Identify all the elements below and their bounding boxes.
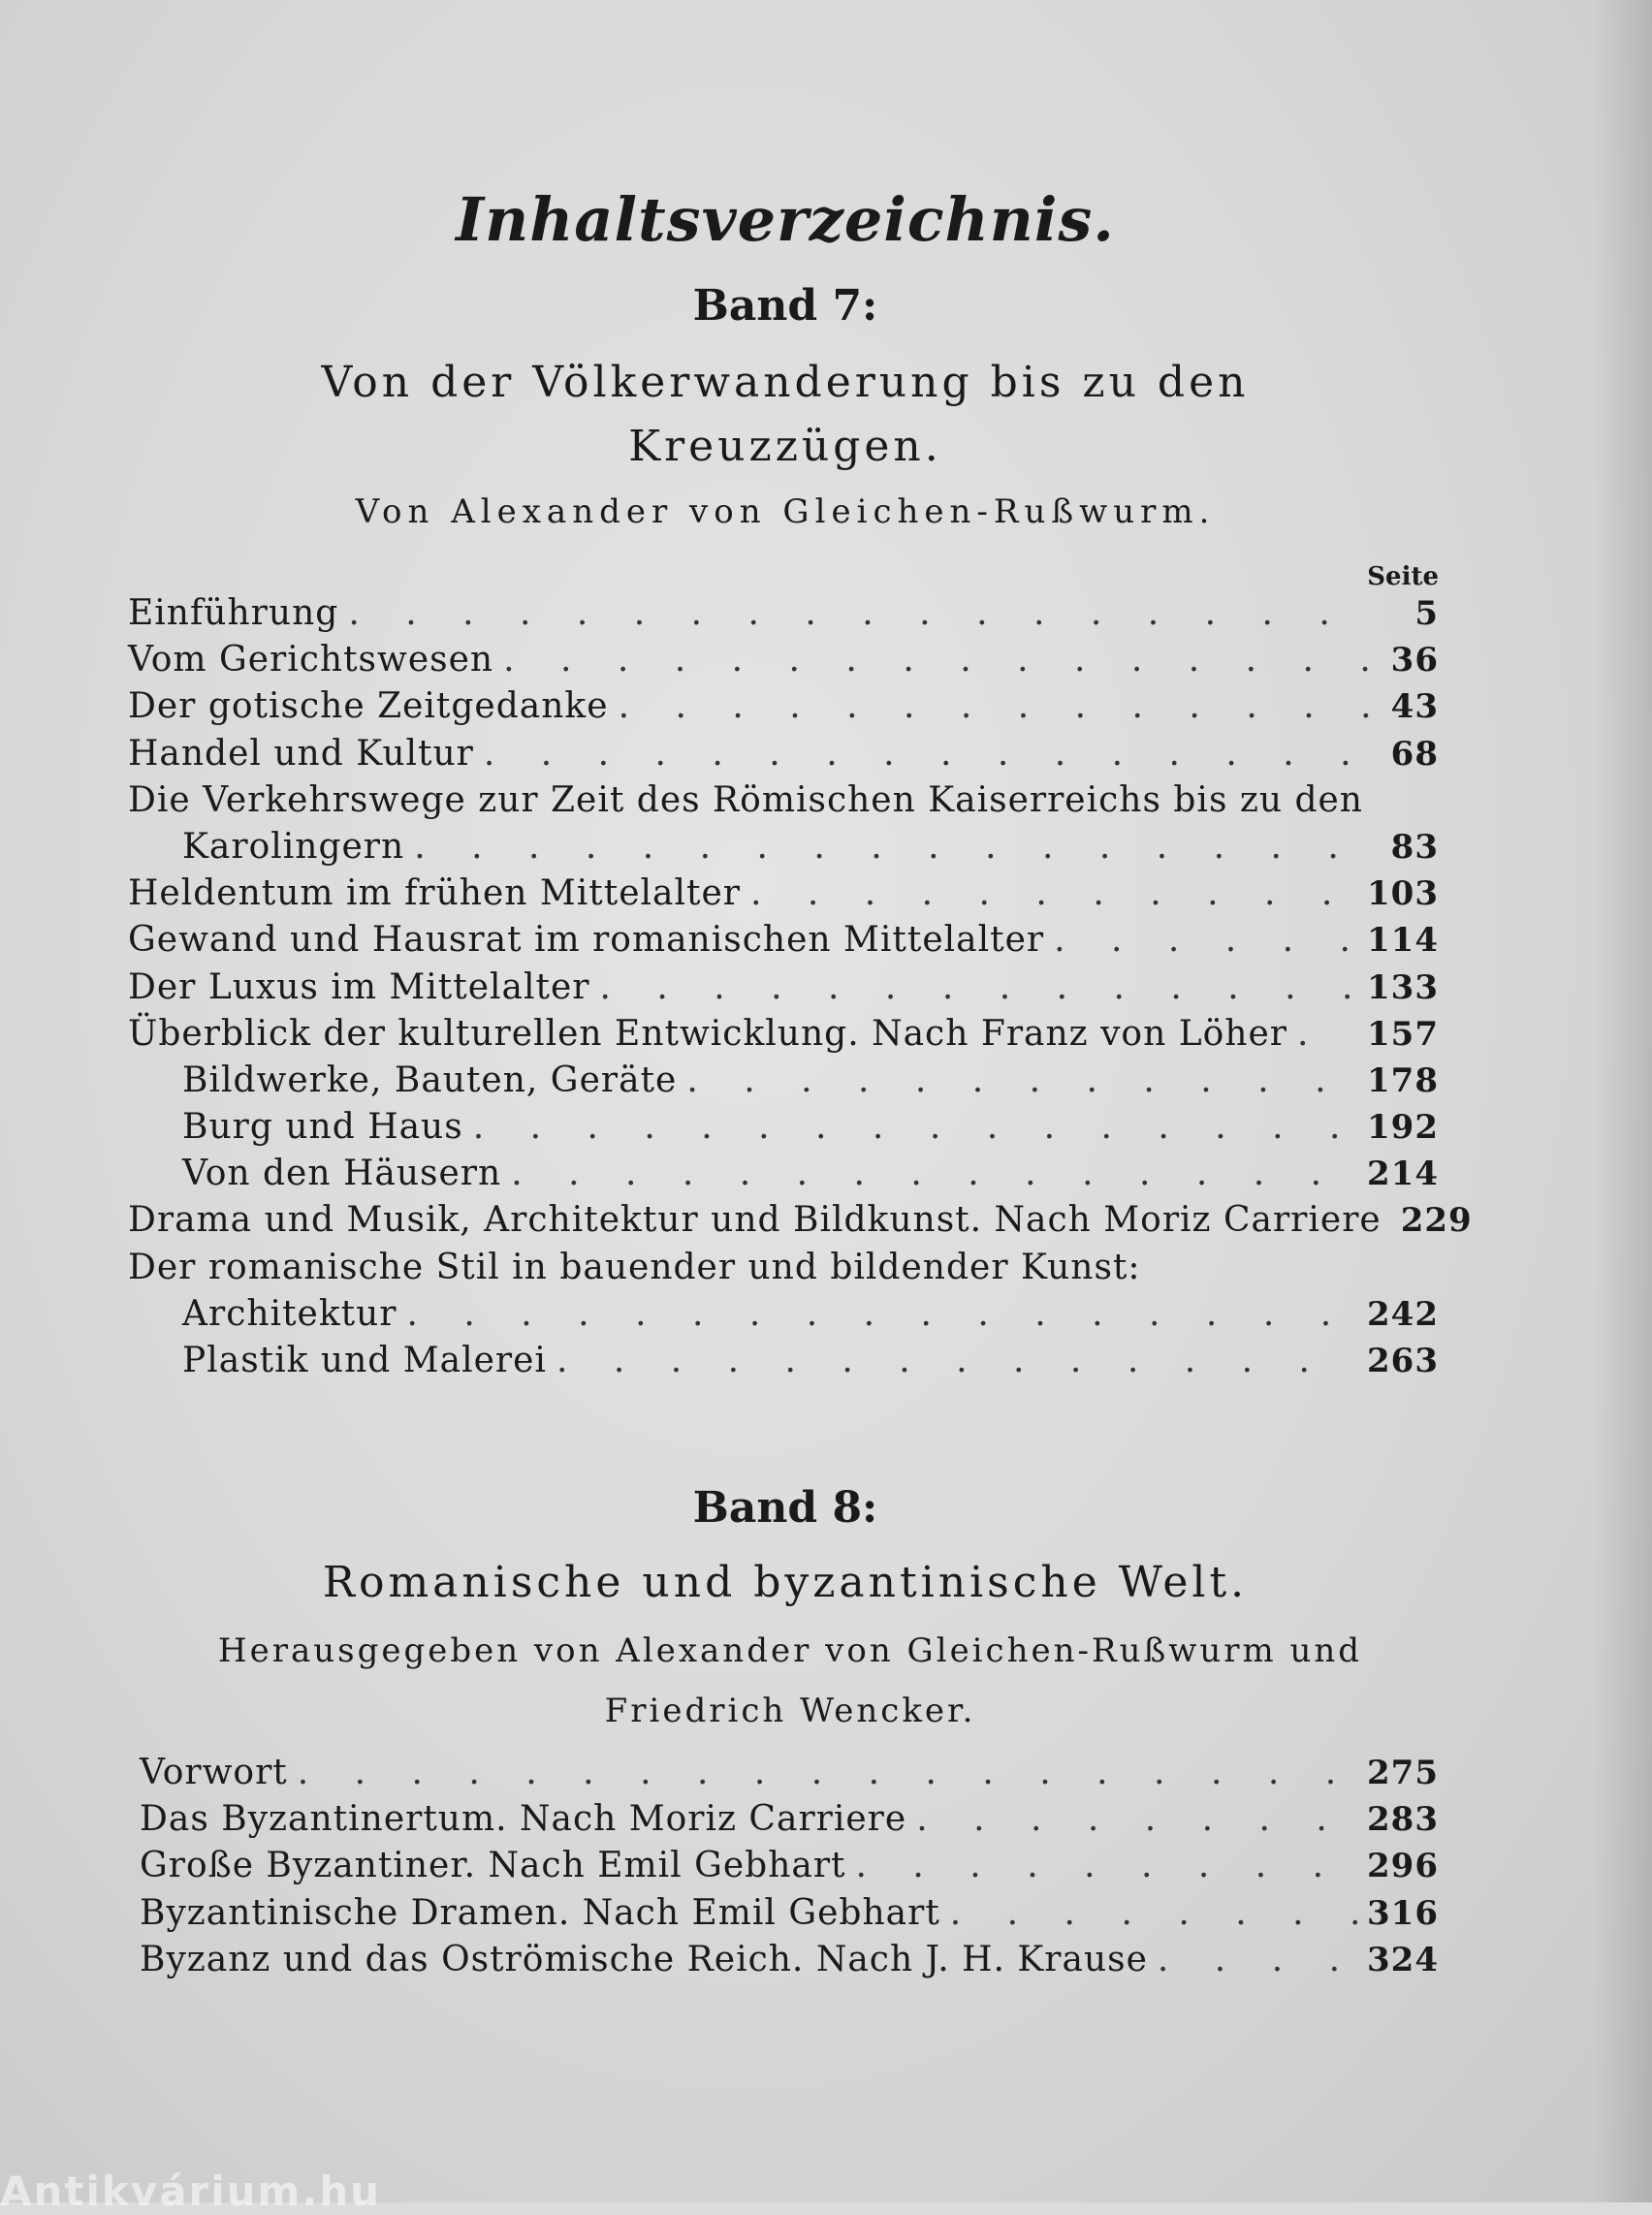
toc-entry-page: 242 xyxy=(1367,1294,1439,1334)
toc-entry-label: Das Byzantinertum. Nach Moriz Carriere xyxy=(140,1799,907,1840)
toc-entry-label: Große Byzantiner. Nach Emil Gebhart xyxy=(140,1846,846,1886)
toc-entry xyxy=(140,1940,1439,1986)
toc-entry xyxy=(128,734,1439,780)
toc-entry-label: Handel und Kultur xyxy=(128,733,474,774)
toc-entry-page: 275 xyxy=(1367,1754,1439,1792)
band8-editors-line2: Friedrich Wencker. xyxy=(604,1692,976,1730)
toc-entry xyxy=(140,1799,1439,1846)
toc-entry xyxy=(128,1060,1439,1107)
toc-entry-page: 36 xyxy=(1390,641,1439,680)
toc-entry-page: 178 xyxy=(1367,1060,1439,1100)
toc-entry-page: 157 xyxy=(1367,1014,1439,1054)
toc-entry xyxy=(140,1753,1439,1799)
dot-leader xyxy=(473,1107,1357,1147)
toc-entry xyxy=(128,1341,1439,1387)
toc-entry-label: Architektur xyxy=(182,1293,397,1334)
dot-leader xyxy=(511,1154,1357,1193)
dot-leader xyxy=(686,1060,1357,1100)
toc-entry xyxy=(128,1154,1439,1200)
toc-entry xyxy=(128,1014,1439,1060)
dot-leader xyxy=(750,873,1357,913)
toc-entry-label: Überblick der kulturellen Entwicklung. Nach Franz von Löher xyxy=(128,1013,1288,1054)
band7-author: Von Alexander von Gleichen-Rußwurm. xyxy=(355,492,1216,531)
dot-leader xyxy=(916,1799,1357,1839)
toc-entry xyxy=(128,640,1439,686)
toc-entry xyxy=(128,967,1439,1014)
dot-leader xyxy=(1297,1014,1357,1054)
dot-leader xyxy=(600,967,1358,1007)
band8-editors-line1: Herausgegeben von Alexander von Gleichen-Rußwurm und xyxy=(217,1631,1363,1670)
toc-entry xyxy=(128,593,1439,640)
toc-entry xyxy=(128,686,1439,733)
toc-entry-page: 229 xyxy=(1400,1201,1473,1241)
dot-leader xyxy=(556,1341,1357,1380)
watermark: Antikvárium.hu xyxy=(0,2168,382,2215)
toc-entry-label: Karolingern xyxy=(182,826,405,867)
toc-entry-label: Byzantinische Dramen. Nach Emil Gebhart xyxy=(140,1892,940,1933)
toc-entry xyxy=(140,1893,1439,1940)
toc-entry-label: Gewand und Hausrat im romanischen Mittelalter xyxy=(128,920,1045,961)
dot-leader xyxy=(856,1846,1357,1885)
toc-entry-page: 324 xyxy=(1367,1940,1439,1979)
band7-subtitle-line2: Kreuzzügen. xyxy=(628,422,942,471)
toc-entry xyxy=(128,920,1439,966)
band7-toc xyxy=(128,593,1473,1387)
toc-entry-label: Der gotische Zeitgedanke xyxy=(128,686,609,727)
dot-leader xyxy=(1158,1940,1357,1979)
toc-entry-page: 103 xyxy=(1367,874,1439,914)
dot-leader xyxy=(414,827,1371,867)
dot-leader xyxy=(298,1753,1357,1792)
toc-entry xyxy=(128,1107,1439,1154)
toc-entry-page: 296 xyxy=(1367,1847,1439,1886)
toc-entry-page: 114 xyxy=(1367,921,1439,961)
page-column-label: Seite xyxy=(1367,562,1439,591)
toc-entry-page: 214 xyxy=(1367,1155,1439,1194)
toc-entry-label: Heldentum im frühen Mittelalter xyxy=(128,873,741,914)
dot-leader xyxy=(503,640,1371,680)
band7-subtitle-line1: Von der Völkerwanderung bis zu den xyxy=(321,358,1250,407)
toc-entry-label: Die Verkehrswege zur Zeit des Römischen Kaiserreichs bis zu den xyxy=(128,779,1363,820)
toc-entry-label: Der Luxus im Mittelalter xyxy=(128,966,590,1007)
band8-subtitle: Romanische und byzantinische Welt. xyxy=(322,1558,1249,1607)
toc-entry-label: Burg und Haus xyxy=(182,1107,463,1148)
toc-entry-page: 83 xyxy=(1390,827,1439,867)
toc-entry-page: 68 xyxy=(1390,734,1439,774)
toc-entry xyxy=(128,1248,1439,1294)
dot-leader xyxy=(950,1893,1357,1933)
toc-entry-label: Vorwort xyxy=(140,1753,288,1792)
toc-entry-label: Drama und Musik, Architektur und Bildkunst. Nach Moriz Carriere xyxy=(128,1200,1382,1241)
dot-leader xyxy=(348,593,1371,633)
band8-toc xyxy=(140,1753,1439,1986)
dot-leader xyxy=(619,686,1371,726)
toc-entry-page: 263 xyxy=(1367,1342,1439,1380)
toc-entry xyxy=(128,1200,1473,1247)
toc-entry-page: 316 xyxy=(1367,1893,1439,1933)
band7-heading: Band 7: xyxy=(692,281,878,331)
toc-entry-label: Von den Häusern xyxy=(182,1154,502,1194)
toc-entry-page: 43 xyxy=(1390,687,1439,727)
page-shadow xyxy=(1594,0,1652,2202)
page-title: Inhaltsverzeichnis. xyxy=(456,184,1115,255)
toc-entry-label: Bildwerke, Bauten, Geräte xyxy=(182,1060,678,1100)
toc-entry-label: Einführung xyxy=(128,593,339,633)
toc-entry xyxy=(128,780,1439,827)
toc-entry-page: 192 xyxy=(1367,1108,1439,1148)
toc-entry-page: 283 xyxy=(1367,1800,1439,1840)
dot-leader xyxy=(484,734,1371,774)
toc-entry xyxy=(128,873,1439,920)
toc-entry-page: 5 xyxy=(1414,594,1439,633)
toc-entry-label: Der romanische Stil in bauender und bildender Kunst: xyxy=(128,1247,1141,1287)
toc-entry-page: 133 xyxy=(1367,967,1439,1007)
dot-leader xyxy=(407,1294,1358,1334)
toc-entry xyxy=(140,1846,1439,1892)
toc-entry xyxy=(128,827,1439,873)
toc-entry-label: Vom Gerichtswesen xyxy=(128,640,494,680)
dot-leader xyxy=(1054,920,1357,960)
toc-entry-label: Byzanz und das Oströmische Reich. Nach J. H. Krause xyxy=(140,1939,1148,1979)
toc-entry-label: Plastik und Malerei xyxy=(182,1341,547,1380)
band8-heading: Band 8: xyxy=(692,1483,878,1533)
toc-entry xyxy=(128,1294,1439,1341)
